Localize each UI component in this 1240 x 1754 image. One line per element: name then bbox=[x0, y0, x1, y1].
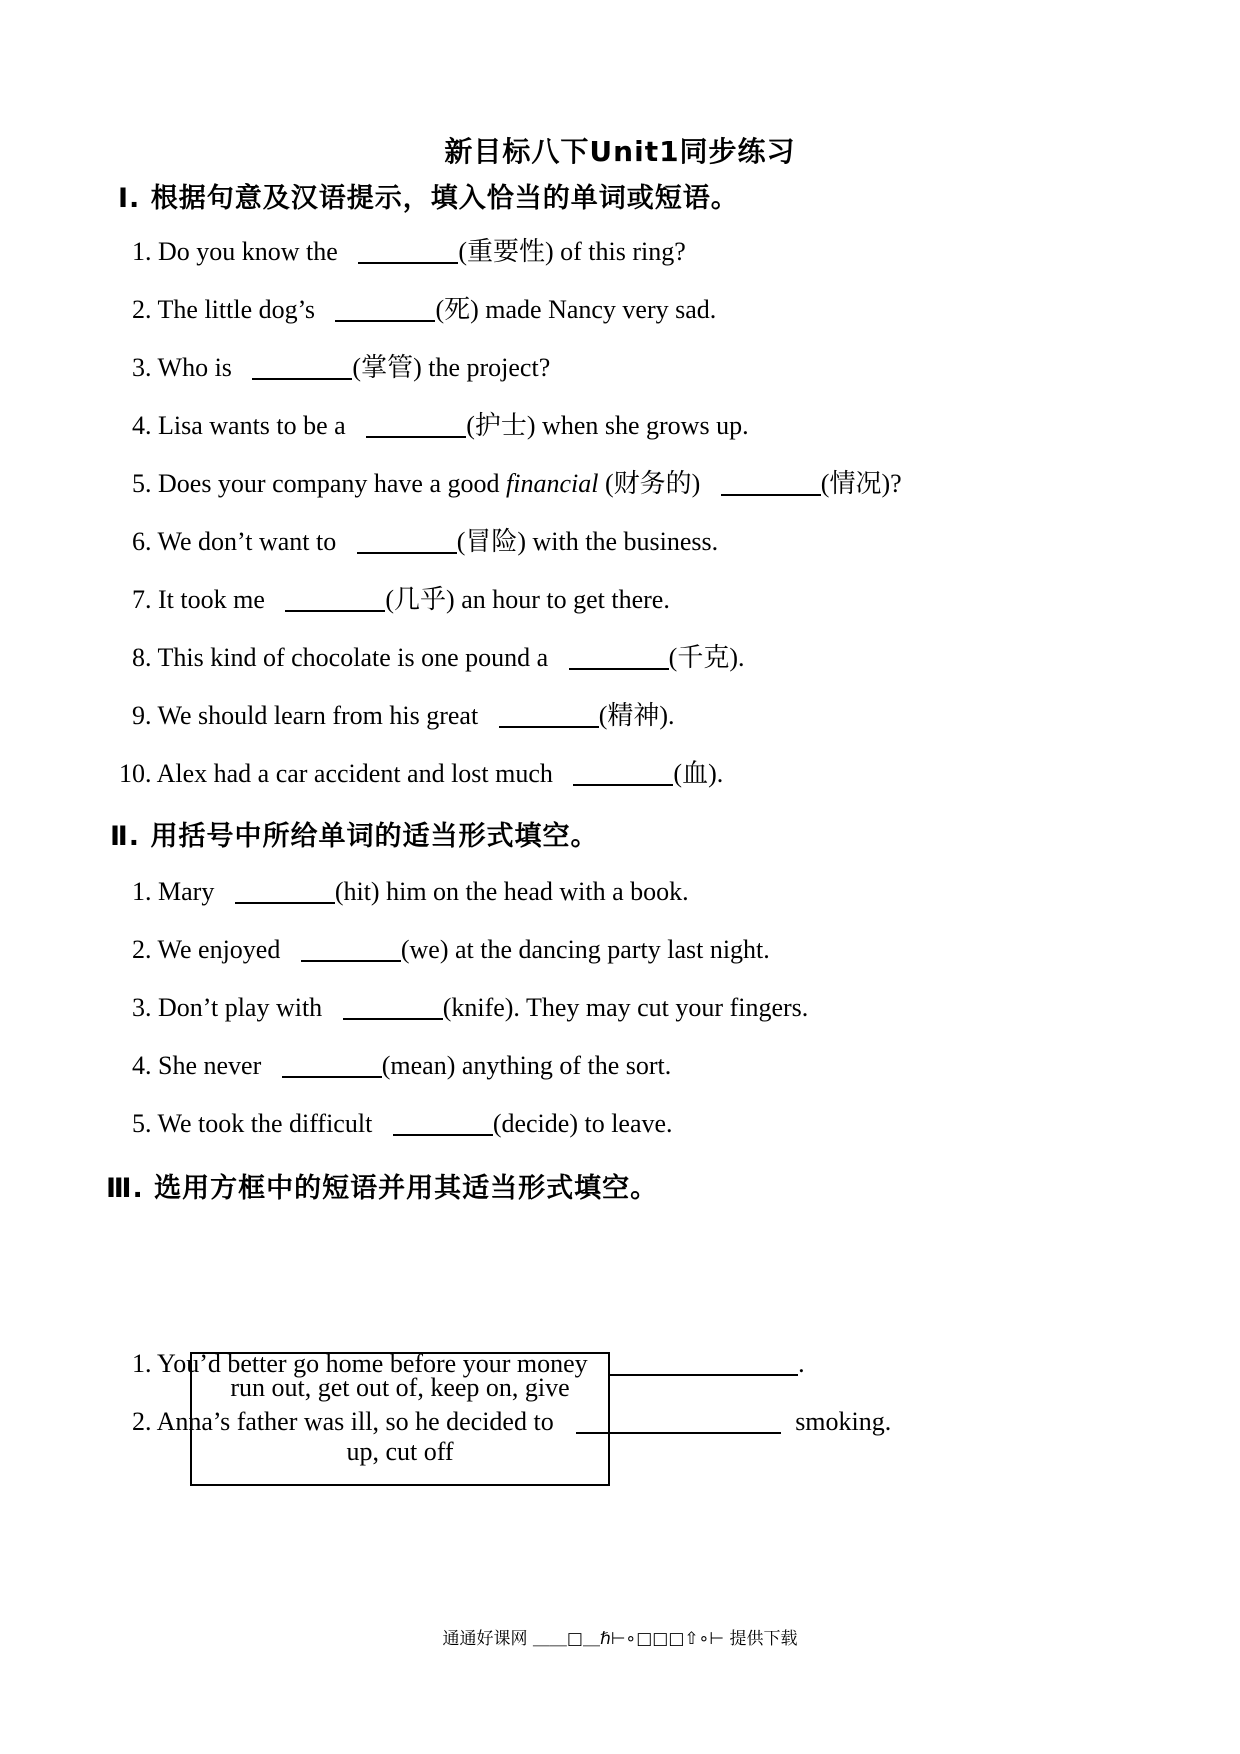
answer-blank[interactable] bbox=[335, 296, 435, 322]
question-text-after: (mean) anything of the sort. bbox=[381, 1051, 672, 1080]
question-text-before: We should learn from his great bbox=[157, 701, 479, 730]
s1-question-1 bbox=[132, 236, 686, 268]
s1-question-2 bbox=[132, 294, 716, 326]
answer-blank[interactable] bbox=[573, 760, 673, 786]
question-number: 8. bbox=[132, 643, 152, 672]
question-number: 7. bbox=[132, 585, 152, 614]
question-text-before: The little dog’s bbox=[157, 295, 315, 324]
s1-question-10 bbox=[119, 758, 723, 790]
question-text-after: (掌管) the project? bbox=[352, 353, 551, 382]
answer-blank[interactable] bbox=[357, 528, 457, 554]
question-text-before: Don’t play with bbox=[158, 993, 323, 1022]
question-number: 3. bbox=[132, 993, 152, 1022]
question-text-before: It took me bbox=[158, 585, 265, 614]
s1-question-4 bbox=[132, 410, 749, 442]
question-text-after: (we) at the dancing party last night. bbox=[400, 935, 770, 964]
answer-blank[interactable] bbox=[366, 412, 466, 438]
answer-blank[interactable] bbox=[721, 470, 821, 496]
answer-blank[interactable] bbox=[499, 702, 599, 728]
question-text-after: (冒险) with the business. bbox=[456, 527, 719, 556]
italic-word: financial bbox=[506, 469, 599, 498]
answer-blank[interactable] bbox=[235, 878, 335, 904]
phrase-box-line-1: run out, get out of, keep on, give bbox=[230, 1373, 570, 1402]
question-number: 4. bbox=[132, 411, 152, 440]
question-text-before: Anna’s father was ill, so he decided to bbox=[156, 1407, 554, 1436]
question-text-before: We don’t want to bbox=[157, 527, 337, 556]
question-text-mid: (财务的) bbox=[604, 469, 701, 498]
question-text-before: You’d better go home before your money bbox=[157, 1349, 588, 1378]
question-text-before: Does your company have a good bbox=[158, 469, 500, 498]
question-text-after: (死) made Nancy very sad. bbox=[435, 295, 717, 324]
question-number: 2. bbox=[132, 1407, 152, 1436]
question-text-after: (情况)? bbox=[820, 469, 902, 498]
question-number: 1. bbox=[132, 877, 152, 906]
question-text-before: We took the difficult bbox=[157, 1109, 373, 1138]
question-number: 9. bbox=[132, 701, 152, 730]
footer-credit: 通通好课网 ＿＿□＿ℏ⊢∘□□□⇧∘⊢ 提供下载 bbox=[442, 1629, 798, 1649]
question-text-after: . bbox=[798, 1349, 805, 1378]
section-1-heading: Ⅰ. 根据句意及汉语提示，填入恰当的单词或短语。 bbox=[118, 183, 739, 214]
answer-blank[interactable] bbox=[282, 1052, 382, 1078]
s2-question-4 bbox=[132, 1050, 671, 1082]
question-text-before: She never bbox=[158, 1051, 262, 1080]
question-text-after: (护士) when she grows up. bbox=[466, 411, 749, 440]
question-number: 5. bbox=[132, 1109, 152, 1138]
s1-question-3 bbox=[132, 352, 550, 384]
s2-question-5 bbox=[132, 1108, 673, 1140]
answer-blank[interactable] bbox=[569, 644, 669, 670]
s1-question-6 bbox=[132, 526, 718, 558]
question-text-before: Do you know the bbox=[158, 237, 338, 266]
question-text-after: (decide) to leave. bbox=[492, 1109, 673, 1138]
s1-question-8 bbox=[132, 642, 745, 674]
section-2-heading: Ⅱ. 用括号中所给单词的适当形式填空。 bbox=[110, 821, 599, 852]
question-text-before: Mary bbox=[158, 877, 215, 906]
question-text-before: Alex had a car accident and lost much bbox=[156, 759, 553, 788]
answer-blank[interactable] bbox=[343, 994, 443, 1020]
question-text-after: (hit) him on the head with a book. bbox=[334, 877, 689, 906]
question-text-after: smoking. bbox=[795, 1407, 892, 1436]
s2-question-2 bbox=[132, 934, 770, 966]
s3-question-1 bbox=[132, 1348, 805, 1380]
answer-blank[interactable] bbox=[576, 1408, 781, 1434]
answer-blank[interactable] bbox=[610, 1350, 798, 1376]
s1-question-7 bbox=[132, 584, 670, 616]
section-3-heading: Ⅲ. 选用方框中的短语并用其适当形式填空。 bbox=[106, 1173, 659, 1204]
question-text-after: (重要性) of this ring? bbox=[458, 237, 686, 266]
question-text-after: (千克). bbox=[668, 643, 745, 672]
question-text-before: We enjoyed bbox=[157, 935, 281, 964]
answer-blank[interactable] bbox=[252, 354, 352, 380]
s1-question-9 bbox=[132, 700, 675, 732]
question-number: 3. bbox=[132, 353, 152, 382]
question-text-before: Who is bbox=[157, 353, 232, 382]
question-number: 6. bbox=[132, 527, 152, 556]
question-text-after: (几乎) an hour to get there. bbox=[385, 585, 670, 614]
question-number: 1. bbox=[132, 1349, 152, 1378]
s3-question-2 bbox=[132, 1406, 891, 1438]
s2-question-3 bbox=[132, 992, 808, 1024]
question-text-before: This kind of chocolate is one pound a bbox=[157, 643, 549, 672]
s2-question-1 bbox=[132, 876, 689, 908]
question-text-after: (精神). bbox=[598, 701, 675, 730]
question-text-after: (血). bbox=[673, 759, 724, 788]
s1-question-5 bbox=[132, 468, 902, 500]
question-number: 1. bbox=[132, 237, 152, 266]
answer-blank[interactable] bbox=[301, 936, 401, 962]
question-text-after: (knife). They may cut your fingers. bbox=[442, 993, 809, 1022]
question-number: 10. bbox=[119, 759, 152, 788]
question-number: 5. bbox=[132, 469, 152, 498]
page-title: 新目标八下Unit1同步练习 bbox=[444, 135, 796, 168]
answer-blank[interactable] bbox=[393, 1110, 493, 1136]
question-number: 4. bbox=[132, 1051, 152, 1080]
question-text-before: Lisa wants to be a bbox=[158, 411, 346, 440]
question-number: 2. bbox=[132, 935, 152, 964]
question-number: 2. bbox=[132, 295, 152, 324]
answer-blank[interactable] bbox=[358, 238, 458, 264]
answer-blank[interactable] bbox=[285, 586, 385, 612]
phrase-box-line-2: up, cut off bbox=[346, 1437, 454, 1466]
